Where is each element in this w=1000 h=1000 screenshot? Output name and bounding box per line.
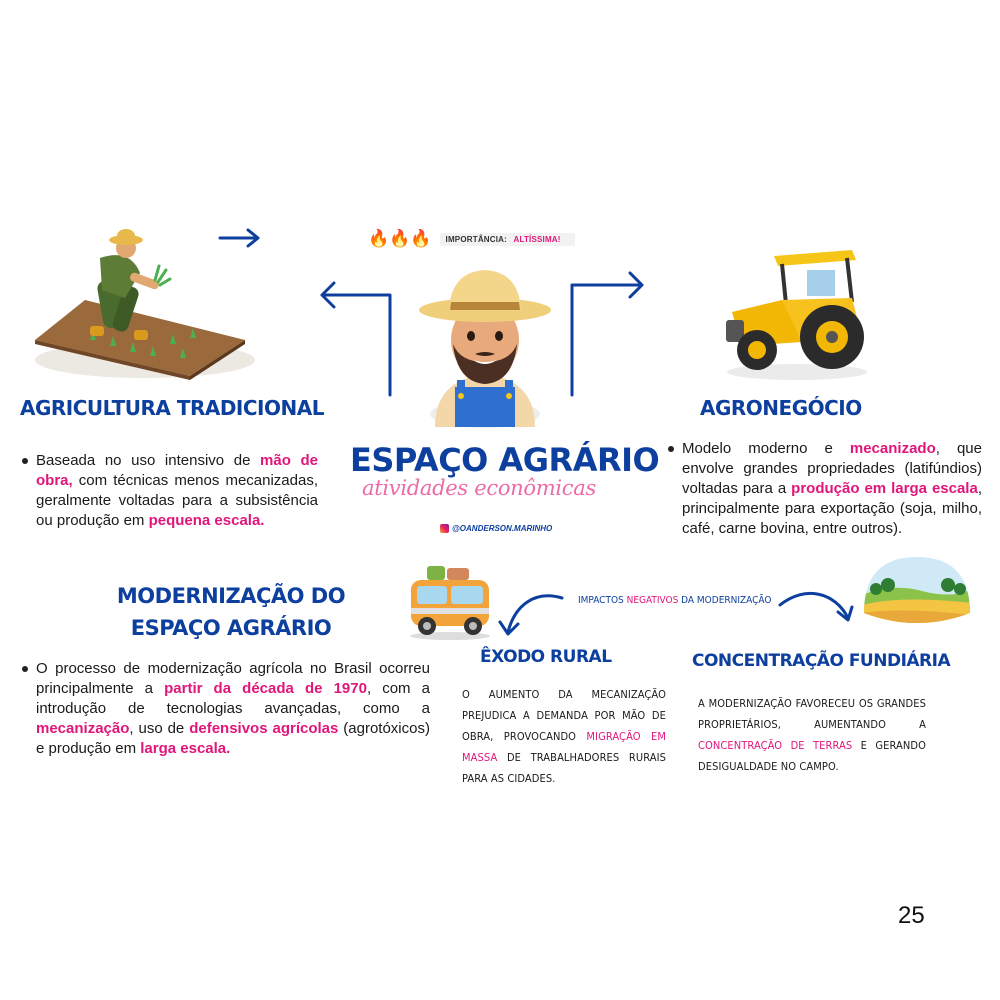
instagram-icon [440,524,449,533]
van-illustration [405,560,495,640]
farmer-avatar-illustration [415,262,555,427]
traditional-title: AGRICULTURA TRADICIONAL [20,396,324,420]
field-landscape-illustration [862,555,972,633]
exodus-title: ÊXODO RURAL [480,647,612,667]
importance-badge [368,228,575,250]
page-subtitle: atividades econômicas [362,476,596,500]
tractor-illustration [712,242,877,382]
modernization-text: O processo de modernização agrícola no Brasil ocorreu principalmente a partir da década de 1970, com a introdução de tecnologias avançadas, como a mecanização, uso de defensivos agrícolas (agrotóxicos) e produção em larga escala. [36,660,430,757]
agro-title: AGRONEGÓCIO [700,396,862,420]
author-handle [440,524,552,533]
importance-value: ALTÍSSIMA! [513,234,561,244]
concentration-title: CONCENTRAÇÃO FUNDIÁRIA [692,651,951,671]
page-number: 25 [898,902,925,929]
exodus-text: O AUMENTO DA MECANIZAÇÃO PREJUDICA A DEMANDA POR MÃO DE OBRA, PROVOCANDO MIGRAÇÃO EM MASSA DE TRABALHADORES RURAIS PARA AS CIDADES. [462,688,666,785]
fire-icon: 🔥🔥🔥 [368,229,432,248]
page-title: ESPAÇO AGRÁRIO [350,441,660,479]
modernization-title: MODERNIZAÇÃO DO ESPAÇO AGRÁRIO [116,584,346,640]
agro-bullet [668,439,982,539]
bullet-dot [22,458,28,464]
importance-label-box [440,233,575,246]
traditional-bullet [22,451,318,531]
bullet-dot [668,446,674,452]
importance-label: IMPORTÂNCIA: [445,234,508,244]
traditional-text: Baseada no uso intensivo de mão de obra, com técnicas menos mecanizadas, geralmente voltadas para a subsistência ou produção em pequena escala. [36,452,319,529]
author-handle-text: @OANDERSON.MARINHO [452,524,553,533]
agro-text: Modelo moderno e mecanizado, que envolve grandes propriedades (latifúndios) voltadas para a produção em larga escala, principalmente para exportação (soja, milho, café, carne bovina, entre outros). [682,440,982,537]
impacts-label: IMPACTOS NEGATIVOS DA MODERNIZAÇÃO [578,595,772,606]
concentration-text: A MODERNIZAÇÃO FAVORECEU OS GRANDES PROPRIETÁRIOS, AUMENTANDO A CONCENTRAÇÃO DE TERRAS E GERANDO DESIGUALDADE NO CAMPO. [698,697,926,773]
farmer-planting-illustration [30,228,260,383]
bullet-dot [22,666,28,672]
modernization-bullet [22,659,430,759]
